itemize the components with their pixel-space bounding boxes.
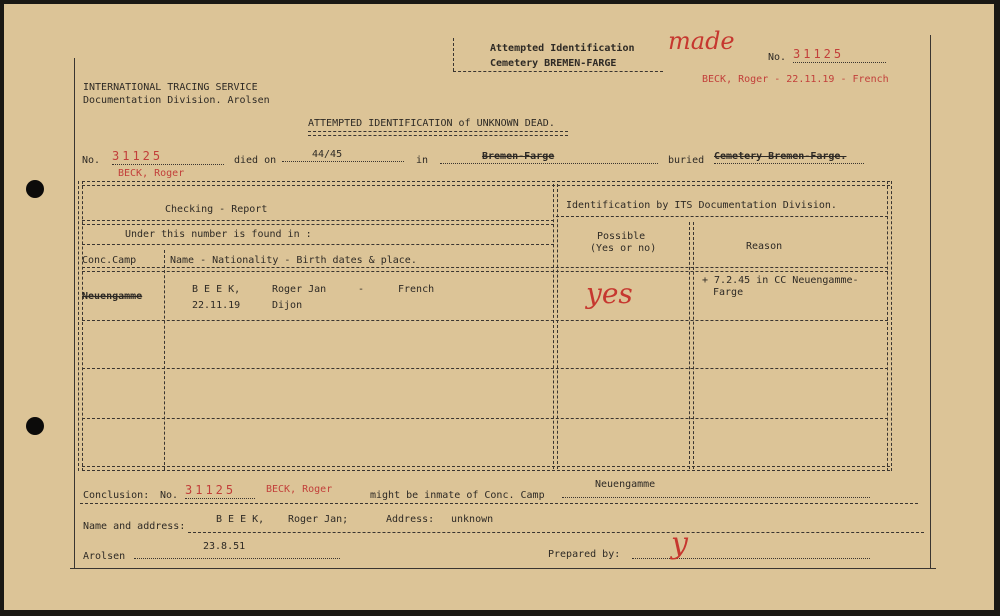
- name-address-firstname: Roger Jan;: [288, 514, 349, 525]
- conclusion-no-label: No.: [160, 490, 179, 501]
- reason-header: Reason: [746, 241, 783, 252]
- row1-birthdate: 22.11.19: [192, 300, 241, 311]
- form-title: ATTEMPTED IDENTIFICATION of UNKNOWN DEAD.: [308, 118, 555, 129]
- punch-hole-top: [26, 180, 44, 198]
- buried-label: buried: [668, 155, 705, 166]
- under-number-underline: [82, 244, 554, 245]
- header-box-line1: Attempted Identification: [490, 43, 635, 54]
- in-label: in: [416, 155, 429, 166]
- signature: y: [671, 526, 688, 561]
- record-name: BECK, Roger: [118, 168, 185, 179]
- row-separator-3: [82, 418, 888, 419]
- table-divider-possible: [689, 222, 694, 469]
- punch-hole-bottom: [26, 417, 44, 435]
- footer-date: 23.8.51: [203, 541, 246, 552]
- address-value: unknown: [451, 514, 494, 525]
- buried-value: Cemetery Bremen-Farge.: [714, 151, 864, 164]
- row1-reason-line1: + 7.2.45 in CC Neuengamme-: [702, 275, 859, 286]
- header-box-line2: Cemetery BREMEN-FARGE: [490, 58, 617, 69]
- row1-birthplace: Dijon: [272, 300, 303, 311]
- row1-reason-line2: Farge: [713, 287, 744, 298]
- person-reference: BECK, Roger - 22.11.19 - French: [702, 74, 889, 85]
- conclusion-camp-value: Neuengamme: [595, 479, 656, 490]
- place-value: Bremen-Farge: [440, 151, 658, 164]
- org-name: INTERNATIONAL TRACING SERVICE: [83, 82, 258, 93]
- made-handwritten-mark: made: [668, 27, 735, 55]
- row1-nationality: French: [398, 284, 435, 295]
- header-no-label: No.: [768, 52, 787, 63]
- name-address-line: [188, 532, 924, 533]
- title-underline: [308, 131, 568, 136]
- column-header-separator: [82, 267, 888, 272]
- camp-column-header: Conc.Camp: [82, 255, 137, 266]
- footer-place: Arolsen: [83, 551, 126, 562]
- row1-camp: Neuengamme: [82, 291, 143, 302]
- name-column-header: Name - Nationality - Birth dates & place.: [170, 255, 417, 266]
- record-no-label: No.: [82, 155, 101, 166]
- row-separator-2: [82, 368, 888, 369]
- identification-underline: [556, 216, 888, 217]
- row1-dash: -: [358, 284, 365, 295]
- header-box-left: [453, 38, 454, 71]
- conclusion-camp-line: [562, 496, 870, 498]
- died-value: 44/45: [282, 149, 404, 162]
- prepared-by-label: Prepared by:: [548, 549, 621, 560]
- header-separator-left: [82, 220, 554, 225]
- row-separator-1: [82, 320, 888, 321]
- conclusion-might-text: might be inmate of Conc. Camp: [370, 490, 545, 501]
- prepared-by-line: [632, 557, 870, 559]
- table-right-border: [887, 181, 892, 471]
- conclusion-no-value: 31125: [185, 482, 255, 499]
- org-division: Documentation Division. Arolsen: [83, 95, 270, 106]
- card-border-left: [74, 58, 75, 568]
- card-border-bottom: [70, 568, 936, 569]
- address-label: Address:: [386, 514, 435, 525]
- possible-header-line2: (Yes or no): [590, 243, 657, 254]
- under-number-header: Under this number is found in :: [125, 229, 312, 240]
- card-border-right: [930, 35, 931, 568]
- row1-firstname: Roger Jan: [272, 284, 327, 295]
- table-divider-camp: [164, 250, 165, 470]
- table-bottom-border: [82, 466, 890, 471]
- footer-place-line: [134, 557, 340, 559]
- died-label: died on: [234, 155, 277, 166]
- conclusion-separator: [80, 503, 918, 504]
- conclusion-label: Conclusion:: [83, 490, 150, 501]
- conclusion-name: BECK, Roger: [266, 484, 333, 495]
- row1-possible-handwritten: yes: [586, 277, 633, 310]
- checking-report-header: Checking - Report: [165, 204, 268, 215]
- name-address-name: B E E K,: [216, 514, 265, 525]
- header-box-bottom: [453, 71, 663, 72]
- header-no-value: 31125: [793, 46, 886, 63]
- identification-header: Identification by ITS Documentation Division.: [566, 200, 837, 211]
- record-no-value: 31125: [112, 148, 224, 165]
- row1-surname: B E E K,: [192, 284, 241, 295]
- name-address-label: Name and address:: [83, 521, 186, 532]
- table-divider-checking: [553, 184, 558, 469]
- table-top-border: [82, 181, 890, 186]
- possible-header-line1: Possible: [597, 231, 646, 242]
